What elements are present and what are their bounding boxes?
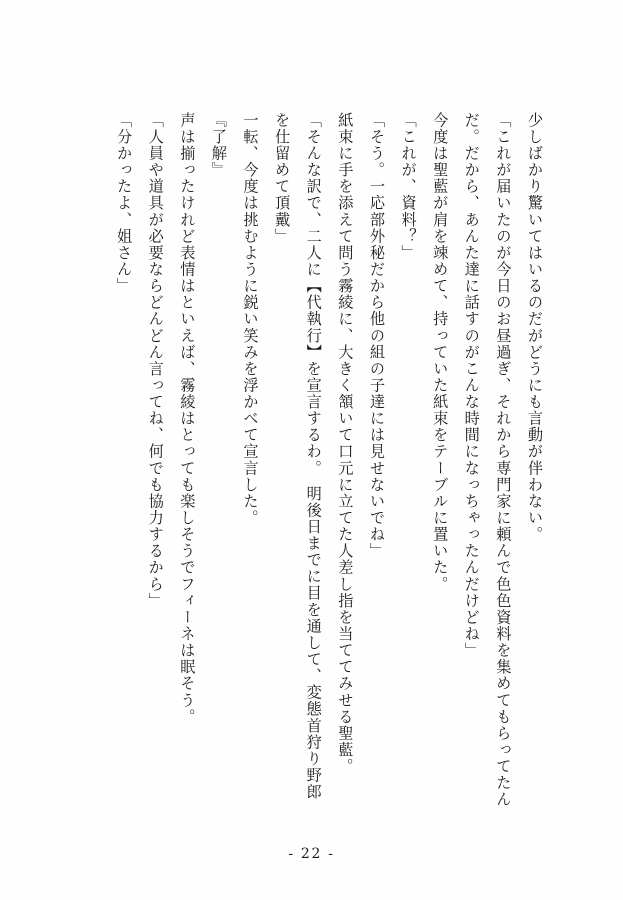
body-paragraph: 声は揃ったけれど表情はといえば、霧綾はとっても楽しそうでフィーネは眠そう。 [178, 112, 197, 726]
body-paragraph: 「人員や道具が必要ならどんどん言ってね、何でも協力するから」 [146, 112, 165, 610]
body-paragraph: 紙束に手を添えて問う霧綾に、大きく頷いて口元に立てた人差し指を当ててみせる聖藍。 [336, 112, 355, 775]
body-paragraph: 「これが、資料？」 [399, 112, 418, 262]
body-paragraph: 今度は聖藍が肩を竦めて、持っていた紙束をテーブルに置いた。 [431, 112, 450, 593]
body-paragraph: 一転、今度は挑むように鋭い笑みを浮かべて宣言した。 [241, 112, 260, 527]
body-paragraph: 少しばかり驚いてはいるのだがどうにも言動が伴わない。 [526, 112, 544, 543]
vertical-text-body [70, 112, 550, 812]
body-paragraph: 「これが届いたのが今日のお昼過ぎ、それから専門家に頼んで色色資料を集めてもらってたんだ。だから、あんた達に話すのがこんな時間になっちゃったんだけどね」 [462, 112, 513, 808]
body-paragraph: 「分かったよ、姐さん」 [115, 112, 134, 295]
body-paragraph: 『了解』 [209, 112, 228, 179]
body-paragraph: 「そう。一応部外秘だから他の組の子達には見せないでね」 [367, 112, 386, 560]
body-paragraph: 「そんな訳で、二人に【代執行】を宣言するわ。 明後日までに目を通して、変態首狩り野郎を仕留めて頂戴」 [273, 112, 323, 801]
page-number: - 22 - [288, 846, 335, 862]
